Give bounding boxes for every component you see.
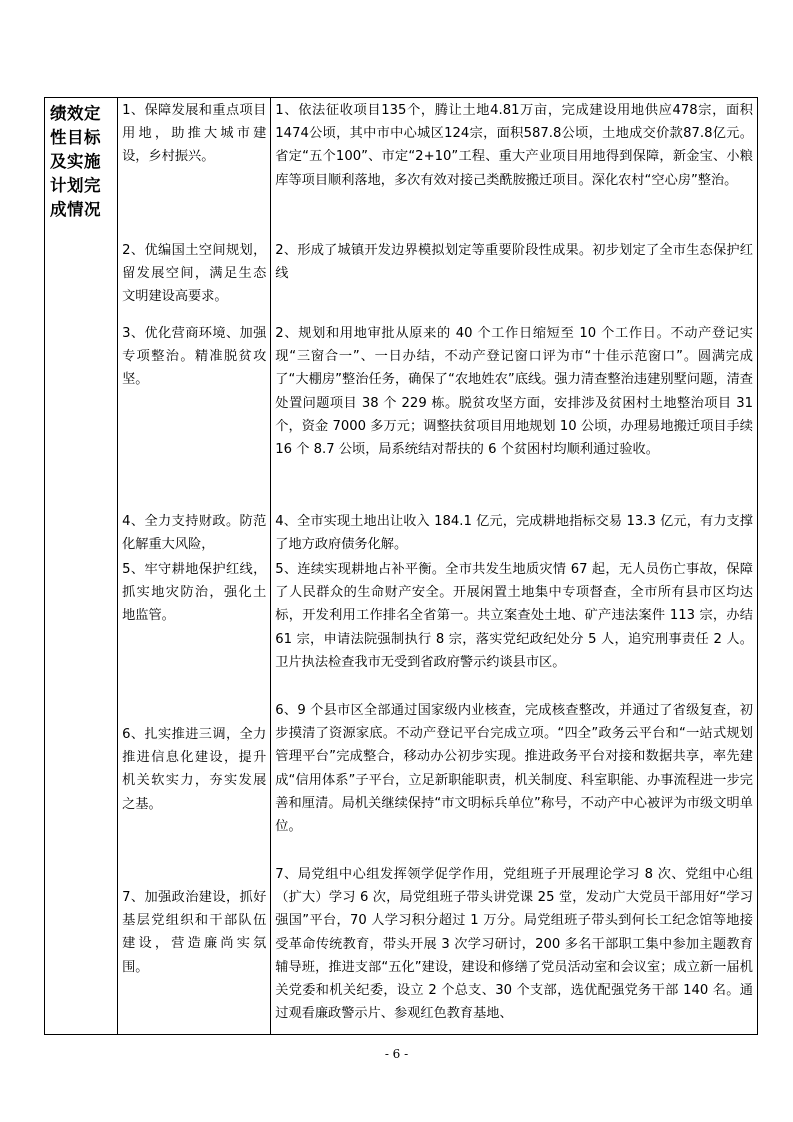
result-item-2: 2、形成了城镇开发边界模拟划定等重要阶段性成果。初步划定了全市生态保护红线 bbox=[275, 243, 753, 282]
goal-item-7: 7、加强政治建设，抓好基层党组织和干部队伍建设，营造廉尚实氛围。 bbox=[122, 890, 267, 975]
goal-item-2: 2、优编国土空间规划，留发展空间，满足生态文明建设高要求。 bbox=[122, 243, 267, 305]
result-item-7: 7、局党组中心组发挥领学促学作用，党组班子开展理论学习 8 次、党组中心组（扩大）学习 6 次，局党组班子带头讲党课 25 堂，发动广大党员干部用好“学习强国”平台，70 人学习积分超过 1 万分。局党组班子带头到何长工纪念馆等地接受革命传统教育，带头开展 3 次学习研讨，200 多名干部职工集中参加主题教育辅导班，推进支部“五化”建设，建设和修缮了党员活动室和会议室；成立新一届机关党委和机关纪委，设立 2 个总支、30 个支部，选优配强党务干部 140 名。通过观看廉政警示片、参观红色教育基地、 bbox=[275, 867, 753, 1022]
goal-item-3: 3、优化营商环境、加强专项整治。精准脱贫攻坚。 bbox=[122, 326, 267, 388]
row-label-cell bbox=[45, 98, 118, 1035]
result-item-1: 1、依法征收项目135个，腾让土地4.81万亩，完成建设用地供应478宗，面积1474公顷，其中市中心城区124宗，面积587.8公顷，土地成交价款87.8亿元。省定“五个100”、市定“2+10”工程、重大产业项目用地得到保障，新金宝、小粮库等项目顺利落地，多次有效对接己类酰胺搬迁项目。深化农村“空心房”整治。 bbox=[275, 103, 753, 188]
page-number: - 6 - bbox=[384, 1047, 409, 1061]
goal-item-4: 4、全力支持财政。防范化解重大风险， bbox=[122, 514, 267, 553]
row-label: 绩效定性目标及实施计划完成情况 bbox=[50, 104, 101, 219]
result-item-4: 4、全市实现土地出让收入 184.1 亿元，完成耕地指标交易 13.3 亿元，有力支撑了地方政府债务化解。 bbox=[275, 514, 753, 553]
result-item-3: 2、规划和用地审批从原来的 40 个工作日缩短至 10 个工作日。不动产登记实现“三窗合一”、一日办结，不动产登记窗口评为市“十佳示范窗口”。圆满完成了“大棚房”整治任务，确保了“农地姓农”底线。强力清查整治违建别墅问题，清查处置问题项目 38 个 229 栋。脱贫攻坚方面，安排涉及贫困村土地整治项目 31 个，资金 7000 多万元；调整扶贫项目用地规划 10 公顷，办理易地搬迁项目手续 16 个 8.7 公顷，局系统结对帮扶的 6 个贫困村均顺利通过验收。 bbox=[275, 326, 753, 458]
result-item-5: 5、连续实现耕地占补平衡。全市共发生地质灾情 67 起，无人员伤亡事故，保障了人民群众的生命财产安全。开展闲置土地集中专项督查，全市所有县市区均达标，开发利用工作排名全省第一。共立案查处土地、矿产违法案件 113 宗，办结 61 宗，申请法院强制执行 8 宗，落实党纪政纪处分 5 人，追究刑事责任 2 人。卫片执法检查我市无受到省政府警示约谈县市区。 bbox=[275, 562, 753, 670]
goals-cell bbox=[118, 98, 271, 1035]
table-row bbox=[45, 98, 758, 1035]
result-item-6: 6、9 个县市区全部通过国家级内业核查，完成核查整改，并通过了省级复查，初步摸清了资源家底。不动产登记平台完成立项。“四全”政务云平台和“一站式规划管理平台”完成整合，移动办公初步实现。推进政务平台对接和数据共享，率先建成“信用体系”子平台，立足新职能职责，机关制度、科室职能、办事流程进一步完善和厘清。局机关继续保持“市文明标兵单位”称号，不动产中心被评为市级文明单位。 bbox=[275, 703, 753, 835]
results-column bbox=[271, 98, 757, 1034]
results-cell bbox=[271, 98, 758, 1035]
goal-item-5: 5、牢守耕地保护红线，抓实地灾防治，强化土地监管。 bbox=[122, 562, 267, 624]
goal-item-1: 1、保障发展和重点项目用地，助推大城市建设，乡村振兴。 bbox=[122, 103, 267, 165]
goals-column bbox=[118, 98, 270, 1034]
goal-item-6: 6、扎实推进三调，全力推进信息化建设，提升机关软实力，夯实发展之基。 bbox=[122, 727, 267, 812]
performance-table bbox=[44, 97, 758, 1035]
